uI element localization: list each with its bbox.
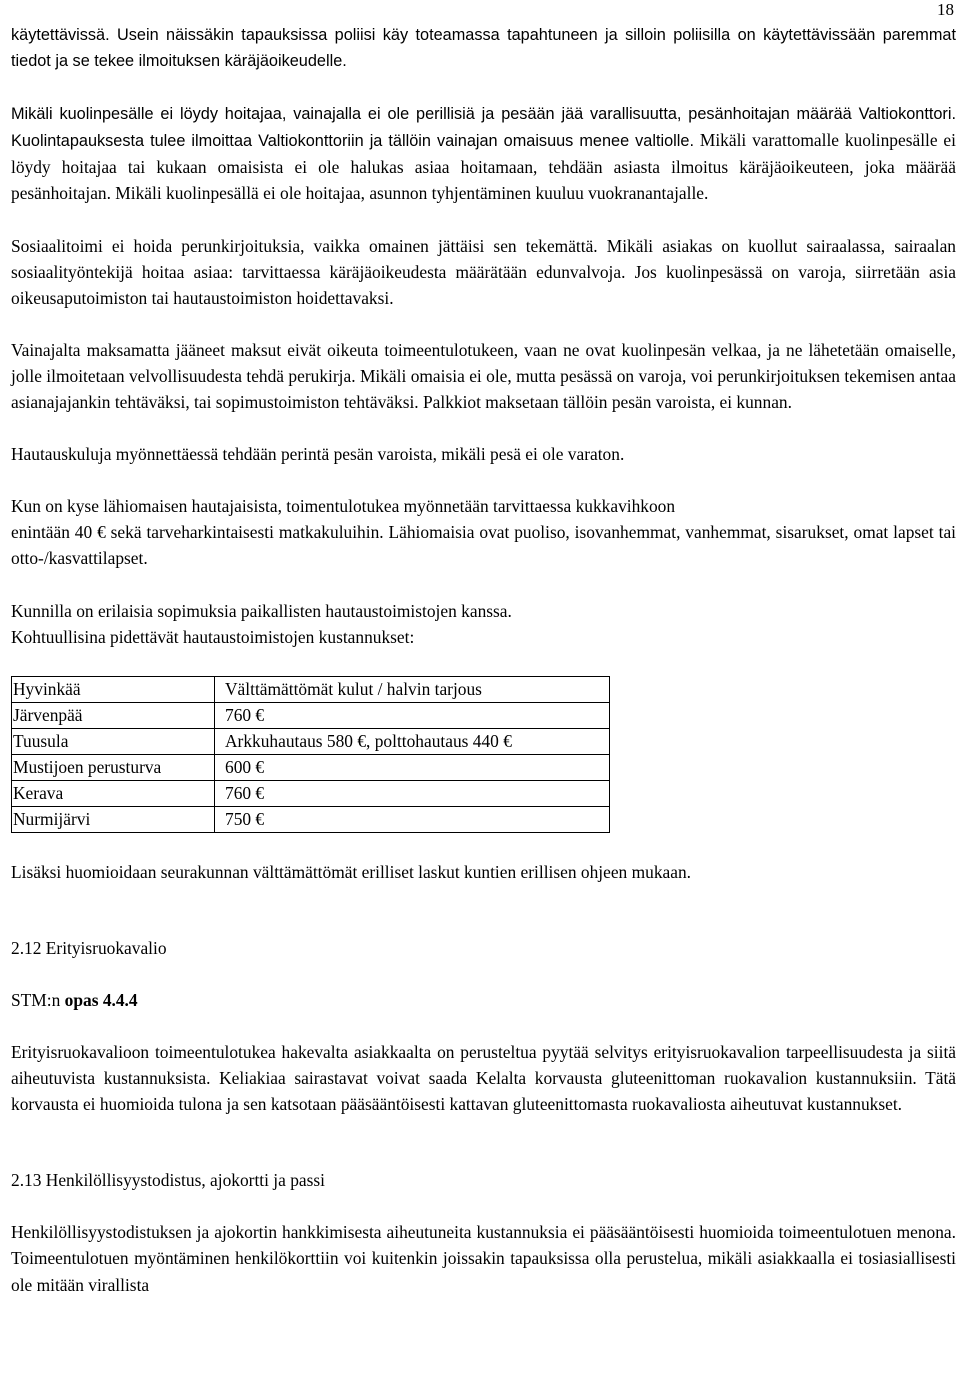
table-cell-cost: Arkkuhautaus 580 €, polttohautaus 440 € xyxy=(215,728,610,754)
table-cell-cost: 600 € xyxy=(215,754,610,780)
table-cell-cost: Välttämättömät kulut / halvin tarjous xyxy=(215,676,610,702)
paragraph-close-relatives xyxy=(11,493,956,571)
stm-guide-number: opas 4.4.4 xyxy=(64,989,138,1010)
estate-administrator-sans-text: Mikäli kuolinpesälle ei löydy hoitajaa, vainajalla ei ole perillisiä ja pesään jää varallisuutta, pesänhoitajan määrää Valtiokonttori. Kuolintapauksesta tulee ilmoittaa Valtiokonttoriin ja tällöin vainajan omaisuus menee valtiolle. xyxy=(11,105,956,151)
table-row xyxy=(12,728,610,754)
paragraph-social-services: Sosiaalitoimi ei hoida perunkirjoituksia, vaikka omainen jättäisi sen tekemättä. Mikäli asiakas on kuollut sairaalassa, sairaalan sosiaalityöntekijä hoitaa asiaa: tarvittaessa käräjäoikeudesta määrätään edunvalvoja. Jos kuolinpesässä on varoja, siirretään asia oikeusaputoimiston tai hautaustoimiston hoidettavaksi. xyxy=(11,235,956,308)
paragraph-police-report: käytettävissä. Usein näissäkin tapauksissa poliisi käy toteamassa tapahtuneen ja silloin poliisilla on käytettävissään paremmat tiedot ja se tekee ilmoituksen käräjäoikeudelle. xyxy=(11,26,956,71)
paragraph-parish-invoices: Lisäksi huomioidaan seurakunnan välttämättömät erilliset laskut kuntien erillisen ohjeen mukaan. xyxy=(11,861,691,882)
table-row xyxy=(12,780,610,806)
table-row xyxy=(12,676,610,702)
table-row xyxy=(12,806,610,832)
table-cell-cost: 760 € xyxy=(215,780,610,806)
table-row xyxy=(12,702,610,728)
close-relatives-line-1: Kun on kyse lähiomaisen hautajaisista, toimentulotukea myönnetään tarvittaessa kukkavihkoon xyxy=(11,496,676,517)
close-relatives-rest: enintään 40 € sekä tarveharkintaisesti matkakuluihin. Lähiomaisia ovat puoliso, isovanhemmat, vanhemmat, sisarukset, omat lapset tai otto-/kasvattilapset. xyxy=(11,522,956,569)
table-cell-municipality: Nurmijärvi xyxy=(12,806,215,832)
paragraph-municipal-agreements xyxy=(11,598,956,650)
estate-administrator-serif-text: Mikäli varattomalle kuolinpesälle ei löydy hoitajaa tai kukaan omaisista ei ole halukas asiaa hoitamaan, tehdään asiasta ilmoitus käräjäoikeuteen, joka määrää pesänhoitajan. Mikäli kuolinpesällä ei ole hoitajaa, asunnon tyhjentäminen kuuluu vuokranantajalle. xyxy=(11,130,956,204)
section-heading-special-diet: 2.12 Erityisruokavalio xyxy=(11,937,167,958)
table-cell-municipality: Tuusula xyxy=(12,728,215,754)
page-number: 18 xyxy=(937,0,954,19)
paragraph-estate-administrator xyxy=(11,100,956,206)
table-cell-municipality: Kerava xyxy=(12,780,215,806)
municipal-agreements-line-2: Kohtuullisina pidettävät hautaustoimistojen kustannukset: xyxy=(11,626,415,647)
section-heading-identity-documents: 2.13 Henkilöllisyystodistus, ajokortti ja passi xyxy=(11,1170,325,1191)
table-row xyxy=(12,754,610,780)
paragraph-special-diet: Erityisruokavalioon toimeentulotukea hakevalta asiakkaalta on perusteltua pyytää selvitys erityisruokavalion tarpeellisuudesta ja siitä aiheutuvista kustannuksista. Keliakiaa sairastavat voivat saada Kelalta korvausta gluteenittoman ruokavalion kustannuksiin. Tätä korvausta ei huomioida tulona ja sen katsotaan pääsääntöisesti kattavan gluteenittomasta ruokavaliosta aiheutuvat kustannukset. xyxy=(11,1041,956,1115)
document-body xyxy=(11,22,956,1298)
table-cell-municipality: Järvenpää xyxy=(12,702,215,728)
stm-guide-reference xyxy=(11,987,956,1013)
funeral-cost-table xyxy=(11,676,610,833)
paragraph-funeral-costs: Hautauskuluja myönnettäessä tehdään perintä pesän varoista, mikäli pesä ei ole varaton. xyxy=(11,444,625,465)
table-cell-municipality: Hyvinkää xyxy=(12,676,215,702)
municipal-agreements-line-1: Kunnilla on erilaisia sopimuksia paikallisten hautaustoimistojen kanssa. xyxy=(11,600,512,621)
table-cell-cost: 750 € xyxy=(215,806,610,832)
stm-guide-prefix: STM:n xyxy=(11,989,65,1010)
paragraph-identity-documents: Henkilöllisyystodistuksen ja ajokortin hankkimisesta aiheutuneita kustannuksia ei pääsääntöisesti huomioida toimeentulotuen menona. Toimeentulotuen myöntäminen henkilökorttiin voi kuitenkin joissakin tapauksissa olla perustelua, mikäli asiakkaalla ei tosiasiallisesti ole mitään virallista xyxy=(11,1222,956,1295)
table-cell-municipality: Mustijoen perusturva xyxy=(12,754,215,780)
paragraph-unpaid-fees: Vainajalta maksamatta jääneet maksut eivät oikeuta toimeentulotukeen, vaan ne ovat kuolinpesän velkaa, ja ne lähetetään omaiselle, jolle ilmoitetaan velvollisuudesta tehdä perukirja. Mikäli omaisia ei ole, mutta pesässä on varoja, voi perunkirjoituksen tekemisen antaa asianajajankin tehtäväksi, tai sopimustoimiston tehtäväksi. Palkkiot maksetaan tällöin pesän varoista, ei kunnan. xyxy=(11,339,956,413)
table-cell-cost: 760 € xyxy=(215,702,610,728)
funeral-cost-table-body xyxy=(12,676,610,832)
